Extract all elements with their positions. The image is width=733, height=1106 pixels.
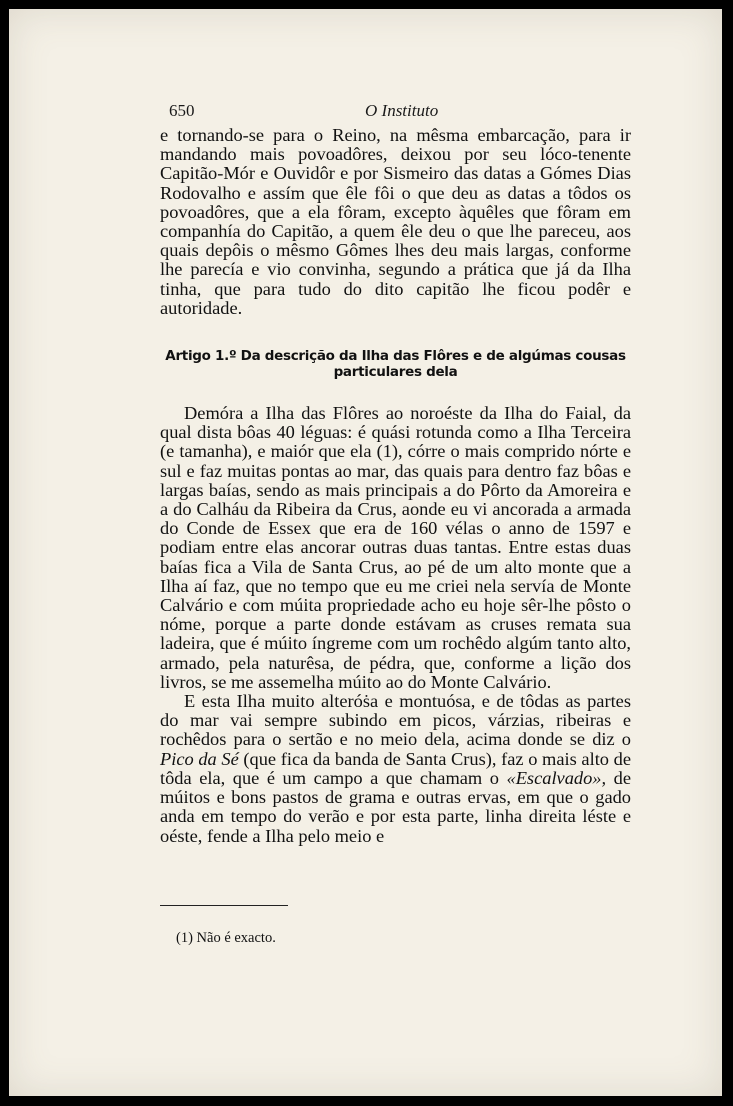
paragraph-2: Demóra a Ilha das Flôres ao noroéste da Ilha do Faial, da qual dista bôas 40 léguas: é quási rotunda como a Ilha Terceira (e tamanha), e maiór que ela (1), córre o mais comprido nórte e sul e faz muitas pontas ao mar, das quais para dentro faz bôas e largas baías, sendo as mais principais a do Pôrto da Amoreira e a do Calháu da Ribeira da Crus, aonde eu vi ancorada a armada do Conde de Essex que era de 160 vélas o anno de 1597 e podiam entre elas ancorar outras duas tantas. Entre estas duas baías fica a Vila de Santa Crus, ao pé de um alto monte que a Ilha aí faz, que no tempo que eu me criei nela servía de Monte Calvário e com múita propriedade acho eu hoje sêr-lhe pôsto o nóme, porque a parte donde estávam as cruses remata sua ladeira, que é múito íngreme com um rochêdo algúm tanto alto, armado, pela naturêsa, de pédra, que, conforme a lição dos livros, se me assemelha múito ao do Monte Calvário. — [160, 403, 631, 692]
running-title: O Instituto — [365, 101, 439, 120]
paragraph-3-part-b: (que fica da banda de Santa Crus), faz o mais alto de tôda ela, que é um campo a que chamam o — [160, 748, 631, 788]
article-heading-line-1: Artigo 1.º Da descrição da Ilha das Flôres e de algúmas cousas — [165, 348, 626, 365]
page-number: 650 — [169, 101, 195, 120]
paragraph-1: e tornando-se para o Reino, na mêsma embarcação, para ir mandando mais povoadôres, deixou por seu lóco-tenente Capitão-Mór e Ouvidôr e por Sismeiro das datas a Gómes Dias Rodovalho e assím que êle fôi o que deu as datas a tôdos os povoadôres, que a ela fôram, excepto àquêles que fôram em companhía do Capitão, a quem êle deu o que lhe pareceu, aos quais depôis o mêsmo Gômes lhes deu mais largas, conforme lhe parecía e vio convinha, segundo a prática que já da Ilha tinha, que para tudo do dito capitão lhe ficou podêr e autoridade. — [160, 125, 631, 318]
escalvado-italic: «Escalvado», — [506, 767, 607, 788]
running-header — [169, 101, 644, 123]
body-text — [160, 126, 631, 846]
footnote-rule — [160, 905, 288, 906]
article-heading-line-2: particulares dela — [333, 364, 458, 381]
pico-da-se-italic: Pico da Sé — [160, 748, 239, 769]
paragraph-3 — [160, 692, 631, 846]
paragraph-3-part-c: de múitos e bons pastos de grama e outras ervas, em que o gado anda em tempo do verão e por esta parte, linha direita léste e oéste, fende a Ilha pelo meio e — [160, 767, 632, 846]
footnote: (1) Não é exacto. — [176, 930, 276, 946]
article-heading — [160, 348, 631, 380]
paragraph-3-part-a: E esta Ilha muito alteróṡa e montuósa, e de tôdas as partes do mar vai sempre subindo em picos, várzias, ribeiras e rochêdos para o sertão e no meio dela, acima donde se diz o — [160, 691, 631, 750]
